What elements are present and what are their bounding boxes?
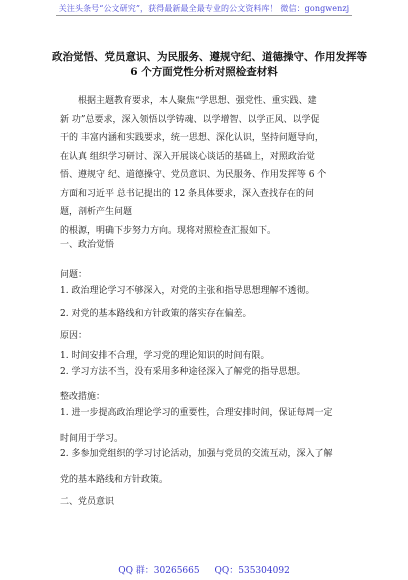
measure-item: 2. 多参加党组织的学习讨论活动，加强与党员的交流互动，深入了解 bbox=[60, 449, 333, 459]
header-divider bbox=[56, 15, 352, 16]
title-line-2: 6 个方面党性分析对照检查材料 bbox=[130, 66, 278, 78]
cause-item: 2. 学习方法不当，没有采用多种途径深入了解党的指导思想。 bbox=[60, 367, 306, 377]
problem-item: 1. 政治理论学习不够深入，对党的主张和指导思想理解不透彻。 bbox=[60, 286, 315, 296]
measure-item: 1. 进一步提高政治理论学习的重要性，合理安排时间，保证每周一定 bbox=[60, 408, 333, 418]
problem-item: 2. 对党的基本路线和方针政策的落实存在偏差。 bbox=[60, 309, 252, 319]
measure-item-continued: 时间用于学习。 bbox=[60, 434, 124, 444]
page-header-banner: 关注头条号“公文研究”，获得最新最全最专业的公文资料库！ 微信：gongwenzj bbox=[58, 4, 350, 13]
section-heading-political-awareness: 一、政治觉悟 bbox=[60, 240, 115, 250]
page-footer bbox=[0, 563, 408, 576]
intro-line: 题，剖析产生问题 bbox=[60, 207, 133, 217]
causes-label: 原因： bbox=[60, 331, 88, 341]
cause-item: 1. 时间安排不合理，学习党的理论知识的时间有限。 bbox=[60, 351, 270, 361]
section-heading-party-member-awareness: 二、党员意识 bbox=[60, 497, 115, 507]
intro-paragraph bbox=[60, 92, 360, 240]
intro-line: 新 功”总要求，深入领悟以学铸魂、以学增智、以学正风、以学促 bbox=[60, 114, 320, 125]
intro-line: 在认真 组织学习研讨、深入开展谈心谈话的基础上，对照政治觉 bbox=[60, 151, 315, 162]
problems-label: 问题： bbox=[60, 270, 88, 280]
intro-line: 的根源，明确下步努力方向。现将对照检查汇报如下。 bbox=[60, 225, 277, 236]
document-title bbox=[52, 50, 367, 80]
intro-line: 方面和习近平 总书记提出的 12 条具体要求，深入查找存在的问 bbox=[60, 188, 315, 199]
footer-qq: QQ：535304092 bbox=[214, 566, 290, 576]
measures-label: 整改措施： bbox=[60, 392, 106, 402]
intro-line: 根据主题教育要求，本人聚焦“学思想、强党性、重实践、建 bbox=[78, 96, 317, 106]
measure-item-continued: 党的基本路线和方针政策。 bbox=[60, 475, 169, 485]
footer-qq-group: QQ 群：30265665 bbox=[118, 566, 200, 576]
title-line-1: 政治觉悟、党员意识、为民服务、遵规守纪、道德操守、作用发挥等 bbox=[52, 51, 367, 63]
intro-line: 干的 丰富内涵和实践要求，统一思想、深化认识，坚持问题导向， bbox=[60, 133, 324, 143]
intro-line: 悟、遵规守 纪、道德操守、党员意识、为民服务、作用发挥等 6 个 bbox=[60, 170, 327, 180]
